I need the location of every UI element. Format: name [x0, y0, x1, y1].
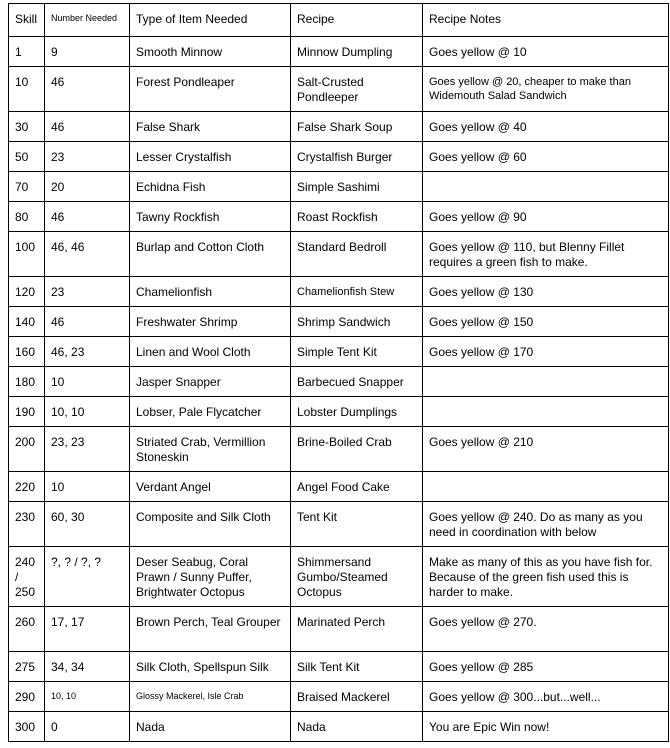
cell-recipe: Salt-Crusted Pondleeper: [291, 67, 423, 112]
cell-number-needed: 46: [45, 307, 130, 337]
cell-number-needed: 46: [45, 112, 130, 142]
table-row: [9, 307, 669, 337]
cell-item-type: Verdant Angel: [130, 472, 291, 502]
cell-item-type: Chamelionfish: [130, 277, 291, 307]
cell-recipe-notes: Goes yellow @ 90: [423, 202, 669, 232]
table-row: [9, 142, 669, 172]
cell-number-needed: 46, 23: [45, 337, 130, 367]
cell-item-type: Striated Crab, Vermillion Stoneskin: [130, 427, 291, 472]
cell-recipe: Tent Kit: [291, 502, 423, 547]
table-row: [9, 277, 669, 307]
cell-item-type: Linen and Wool Cloth: [130, 337, 291, 367]
cell-item-type: Burlap and Cotton Cloth: [130, 232, 291, 277]
table-row: [9, 367, 669, 397]
cell-item-type: Echidna Fish: [130, 172, 291, 202]
cell-skill: 300: [9, 712, 45, 742]
header-recipe-notes: Recipe Notes: [423, 4, 669, 37]
cell-skill: 275: [9, 652, 45, 682]
recipe-table: [8, 3, 669, 742]
cell-recipe: Barbecued Snapper: [291, 367, 423, 397]
table-row: [9, 682, 669, 712]
cell-recipe: Minnow Dumpling: [291, 37, 423, 67]
table-row: [9, 427, 669, 472]
table-row: [9, 172, 669, 202]
cell-item-type: Silk Cloth, Spellspun Silk: [130, 652, 291, 682]
cell-recipe-notes: Make as many of this as you have fish for. Because of the green fish used this is harder to make.: [423, 547, 669, 607]
cell-skill: 100: [9, 232, 45, 277]
table-row: [9, 397, 669, 427]
cell-skill: 180: [9, 367, 45, 397]
cell-number-needed: 23: [45, 142, 130, 172]
cell-recipe-notes: Goes yellow @ 150: [423, 307, 669, 337]
cell-skill: 30: [9, 112, 45, 142]
table-row: [9, 712, 669, 742]
cell-skill: 70: [9, 172, 45, 202]
cell-skill: 140: [9, 307, 45, 337]
table-row: [9, 472, 669, 502]
cell-recipe: Simple Tent Kit: [291, 337, 423, 367]
table-row: [9, 112, 669, 142]
cell-number-needed: 10: [45, 367, 130, 397]
cell-recipe-notes: Goes yellow @ 40: [423, 112, 669, 142]
cell-item-type: Nada: [130, 712, 291, 742]
header-item-type: Type of Item Needed: [130, 4, 291, 37]
cell-number-needed: 10, 10: [45, 682, 130, 712]
cell-skill: 240/ 250: [9, 547, 45, 607]
cell-recipe-notes: Goes yellow @ 210: [423, 427, 669, 472]
cell-skill: 190: [9, 397, 45, 427]
cell-recipe: Simple Sashimi: [291, 172, 423, 202]
cell-recipe: Shrimp Sandwich: [291, 307, 423, 337]
cell-skill: 10: [9, 67, 45, 112]
cell-item-type: Deser Seabug, Coral Prawn / Sunny Puffer, Brightwater Octopus: [130, 547, 291, 607]
cell-skill: 260: [9, 607, 45, 652]
cell-item-type: Tawny Rockfish: [130, 202, 291, 232]
cell-skill: 220: [9, 472, 45, 502]
table-row: [9, 232, 669, 277]
cell-item-type: Composite and Silk Cloth: [130, 502, 291, 547]
cell-item-type: Glossy Mackerel, Isle Crab: [130, 682, 291, 712]
cell-recipe-notes: [423, 172, 669, 202]
cell-recipe-notes: [423, 367, 669, 397]
cell-skill: 230: [9, 502, 45, 547]
cell-skill: 120: [9, 277, 45, 307]
cell-recipe-notes: Goes yellow @ 300...but...well...: [423, 682, 669, 712]
cell-skill: 80: [9, 202, 45, 232]
table-row: [9, 607, 669, 652]
cell-recipe: Roast Rockfish: [291, 202, 423, 232]
cell-recipe-notes: [423, 472, 669, 502]
cell-recipe: Braised Mackerel: [291, 682, 423, 712]
cell-recipe: Angel Food Cake: [291, 472, 423, 502]
cell-number-needed: 17, 17: [45, 607, 130, 652]
cell-item-type: Smooth Minnow: [130, 37, 291, 67]
header-recipe: Recipe: [291, 4, 423, 37]
table-row: [9, 337, 669, 367]
cell-number-needed: 9: [45, 37, 130, 67]
cell-number-needed: 23, 23: [45, 427, 130, 472]
cell-recipe-notes: You are Epic Win now!: [423, 712, 669, 742]
cell-recipe-notes: [423, 397, 669, 427]
cell-number-needed: 0: [45, 712, 130, 742]
cell-recipe-notes: Goes yellow @ 130: [423, 277, 669, 307]
cell-recipe: Silk Tent Kit: [291, 652, 423, 682]
cell-item-type: Forest Pondleaper: [130, 67, 291, 112]
table-row: [9, 502, 669, 547]
cell-number-needed: 46, 46: [45, 232, 130, 277]
cell-item-type: Lesser Crystalfish: [130, 142, 291, 172]
cell-recipe-notes: Goes yellow @ 60: [423, 142, 669, 172]
cell-number-needed: 10: [45, 472, 130, 502]
cell-skill: 1: [9, 37, 45, 67]
cell-item-type: False Shark: [130, 112, 291, 142]
cell-recipe: Lobster Dumplings: [291, 397, 423, 427]
cell-skill: 160: [9, 337, 45, 367]
cell-recipe: Standard Bedroll: [291, 232, 423, 277]
table-row: [9, 37, 669, 67]
cell-number-needed: ?, ? / ?, ?: [45, 547, 130, 607]
table-row: [9, 67, 669, 112]
cell-recipe: False Shark Soup: [291, 112, 423, 142]
header-row: [9, 4, 669, 37]
cell-number-needed: 46: [45, 67, 130, 112]
cell-number-needed: 60, 30: [45, 502, 130, 547]
cell-item-type: Brown Perch, Teal Grouper: [130, 607, 291, 652]
cell-recipe-notes: Goes yellow @ 285: [423, 652, 669, 682]
cell-skill: 290: [9, 682, 45, 712]
cell-number-needed: 10, 10: [45, 397, 130, 427]
cell-number-needed: 46: [45, 202, 130, 232]
table-row: [9, 202, 669, 232]
cell-recipe-notes: Goes yellow @ 110, but Blenny Fillet requires a green fish to make.: [423, 232, 669, 277]
table-row: [9, 652, 669, 682]
cell-skill: 50: [9, 142, 45, 172]
table-row: [9, 547, 669, 607]
cell-recipe-notes: Goes yellow @ 240. Do as many as you need in coordination with below: [423, 502, 669, 547]
cell-recipe-notes: Goes yellow @ 170: [423, 337, 669, 367]
cell-recipe: Crystalfish Burger: [291, 142, 423, 172]
cell-recipe: Nada: [291, 712, 423, 742]
cell-item-type: Jasper Snapper: [130, 367, 291, 397]
cell-skill: 200: [9, 427, 45, 472]
header-skill: Skill: [9, 4, 45, 37]
header-number-needed: Number Needed: [45, 4, 130, 37]
cell-recipe-notes: Goes yellow @ 270.: [423, 607, 669, 652]
cell-number-needed: 23: [45, 277, 130, 307]
cell-recipe: Shimmersand Gumbo/Steamed Octopus: [291, 547, 423, 607]
cell-number-needed: 34, 34: [45, 652, 130, 682]
cell-recipe: Brine-Boiled Crab: [291, 427, 423, 472]
cell-recipe-notes: Goes yellow @ 20, cheaper to make than Widemouth Salad Sandwich: [423, 67, 669, 112]
cell-recipe: Marinated Perch: [291, 607, 423, 652]
cell-recipe-notes: Goes yellow @ 10: [423, 37, 669, 67]
cell-item-type: Freshwater Shrimp: [130, 307, 291, 337]
cell-item-type: Lobser, Pale Flycatcher: [130, 397, 291, 427]
cell-recipe: Chamelionfish Stew: [291, 277, 423, 307]
cell-number-needed: 20: [45, 172, 130, 202]
